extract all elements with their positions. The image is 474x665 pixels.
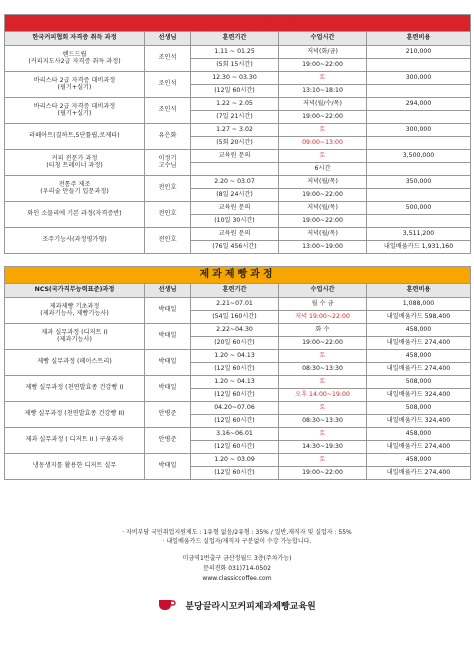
class-hours: 08:30~13:30 <box>279 363 367 376</box>
class-days: 저녁(월/목) <box>279 176 367 189</box>
teacher-name <box>145 72 191 98</box>
teacher-name <box>145 402 191 428</box>
teacher-name <box>145 124 191 150</box>
note-card: · 내일배움카드 실업자/재직자 구분없이 수강 가능합니다. <box>162 538 312 545</box>
class-hours: 오후 14:00~19:00 <box>279 389 367 402</box>
header-cost: 훈련비용 <box>367 32 471 46</box>
class-hours: 19:00~22:00 <box>279 215 367 228</box>
note-address: 미금역1번출구 금산정월드 3층(주차가능) <box>182 555 292 562</box>
cost-card <box>367 189 471 202</box>
course-title: 전통주 제조 <box>58 181 91 188</box>
teacher-2: 고수님 <box>158 161 177 169</box>
cost-amount: 458,000 <box>367 350 471 363</box>
course-name <box>5 98 145 124</box>
teacher: 유은화 <box>158 132 177 140</box>
teacher-name <box>145 228 191 254</box>
class-hours: 19:00~22:00 <box>279 467 367 480</box>
period-hours: (10일 30시간) <box>191 215 279 228</box>
teacher: 전인호 <box>158 236 177 244</box>
course-subtitle: (필기+실기) <box>57 83 92 91</box>
class-days: 토 <box>279 428 367 441</box>
cost-card: 내일배움카드 1,931,160 <box>367 241 471 254</box>
cost-amount: 210,000 <box>367 46 471 59</box>
course-title: 제과 실무과정 ( 디저트 II ) 구움과자 <box>25 436 124 444</box>
period-hours: (7일 21시간) <box>191 111 279 124</box>
course-title: 조주기능사(과정평가형) <box>42 236 107 244</box>
cost-amount: 350,000 <box>367 176 471 189</box>
teacher: 박태일 <box>158 306 177 314</box>
period-dates: 교육원 문의 <box>191 202 279 215</box>
course-title: 바리스타 2급 자격증 대비과정 <box>33 103 116 110</box>
header-course: NCS(국가직무능력표준)과정 <box>5 284 145 298</box>
period-hours: (5회 15시간) <box>191 59 279 72</box>
bakery-table <box>4 266 471 480</box>
course-title: 냉동생지를 활용한 디저트 실무 <box>32 462 117 470</box>
bakery-header-row <box>5 284 471 298</box>
course-title: 제빵 실무과정 (페이스트리) <box>37 358 112 366</box>
cost-card <box>367 215 471 228</box>
class-days: 토 <box>279 72 367 85</box>
period-dates: 교육원 문의 <box>191 150 279 163</box>
course-row <box>5 454 471 467</box>
period-dates: 1.20 ~ 04.13 <box>191 350 279 363</box>
teacher: 박태일 <box>158 332 177 340</box>
cost-card <box>367 85 471 98</box>
teacher-name <box>145 376 191 402</box>
class-hours: 저녁 19:00~22:00 <box>279 311 367 324</box>
course-row <box>5 376 471 389</box>
period-hours: (54일 160시간) <box>191 311 279 324</box>
course-row <box>5 428 471 441</box>
period-hours: (20일 60시간) <box>191 337 279 350</box>
teacher: 안병준 <box>158 410 177 418</box>
class-hours: 09:00~13:00 <box>279 137 367 150</box>
cost-amount: 458,000 <box>367 428 471 441</box>
course-row <box>5 350 471 363</box>
teacher: 이정기 <box>158 155 177 162</box>
course-row <box>5 202 471 215</box>
teacher-name <box>145 298 191 324</box>
class-hours: 19:00~22:00 <box>279 59 367 72</box>
cost-card: 내일배움카드 324,400 <box>367 415 471 428</box>
teacher-name <box>145 350 191 376</box>
class-days: 토 <box>279 350 367 363</box>
cost-card: 내일배움카드 274,400 <box>367 337 471 350</box>
period-dates: 1.20 ~ 04.13 <box>191 376 279 389</box>
class-days: 토 <box>279 150 367 163</box>
course-row <box>5 176 471 189</box>
course-subtitle: (티칭 트레이너 과정) <box>46 161 103 169</box>
period-hours: (76일 456시간) <box>191 241 279 254</box>
teacher-name <box>145 98 191 124</box>
header-cost: 훈련비용 <box>367 284 471 298</box>
cost-card <box>367 163 471 176</box>
course-title: 핸드드립 <box>62 51 87 58</box>
cost-amount: 1,088,000 <box>367 298 471 311</box>
class-hours: 19:00~22:00 <box>279 189 367 202</box>
cost-card: 내일배움카드 324,400 <box>367 389 471 402</box>
class-days: 토 <box>279 124 367 137</box>
teacher: 조인석 <box>158 54 177 62</box>
course-row <box>5 46 471 59</box>
course-name <box>5 454 145 480</box>
coffee-cup-icon <box>158 596 176 615</box>
period-hours: (12일 60시간) <box>191 441 279 454</box>
course-title: 바리스타 2급 자격증 대비과정 <box>33 77 116 84</box>
period-dates: 3.16~06.01 <box>191 428 279 441</box>
class-days: 화 수 <box>279 324 367 337</box>
course-subtitle: (커피지도사2급 자격증 취득 과정) <box>28 57 121 65</box>
course-row <box>5 124 471 137</box>
period-dates: 교육원 문의 <box>191 228 279 241</box>
cost-card: 내일배움카드 274,400 <box>367 467 471 480</box>
period-dates: 1.20 ~ 03.09 <box>191 454 279 467</box>
course-subtitle: (필기+실기) <box>57 109 92 117</box>
cost-card <box>367 59 471 72</box>
period-dates: 1.27 ~ 3.02 <box>191 124 279 137</box>
period-hours: (12일 60시간) <box>191 389 279 402</box>
class-hours: 13:10~18:10 <box>279 85 367 98</box>
period-dates: 2.22~04.30 <box>191 324 279 337</box>
school-logo <box>0 595 474 615</box>
class-days: 토 <box>279 402 367 415</box>
cost-card: 내일배움카드 274,400 <box>367 441 471 454</box>
cost-card: 내일배움카드 274,400 <box>367 363 471 376</box>
cost-amount: 458,000 <box>367 454 471 467</box>
course-name <box>5 324 145 350</box>
cost-card: 내일배움카드 598,400 <box>367 311 471 324</box>
cost-amount: 458,000 <box>367 324 471 337</box>
class-hours: 19:00~22:00 <box>279 337 367 350</box>
barista-table <box>4 14 471 254</box>
class-hours: 13:00~19:00 <box>279 241 367 254</box>
header-teacher: 선생님 <box>145 32 191 46</box>
course-subtitle: (우리술 만들기 입문과정) <box>40 187 109 195</box>
class-days: 토 <box>279 376 367 389</box>
course-name <box>5 176 145 202</box>
course-subtitle: (제과기능사) <box>57 335 92 343</box>
class-hours: 19:00~22:00 <box>279 111 367 124</box>
course-name <box>5 124 145 150</box>
cost-card <box>367 137 471 150</box>
course-row <box>5 150 471 163</box>
teacher-name <box>145 46 191 72</box>
teacher: 안병준 <box>158 436 177 444</box>
cost-amount: 300,000 <box>367 124 471 137</box>
course-name <box>5 150 145 176</box>
course-row <box>5 72 471 85</box>
barista-title: 바리스타 & 주류과정 <box>5 15 471 32</box>
period-dates: 2.20 ~ 03.07 <box>191 176 279 189</box>
course-row <box>5 228 471 241</box>
note-phone: 문의전화 031)714-0502 <box>203 565 271 572</box>
bakery-title: 제과제빵과정 <box>5 267 471 284</box>
teacher-name <box>145 150 191 176</box>
course-name <box>5 228 145 254</box>
header-period: 훈련기간 <box>191 32 279 46</box>
course-name <box>5 202 145 228</box>
course-subtitle: (제과기능사, 제빵기능사) <box>40 309 109 317</box>
course-title: 커피 전문가 과정 <box>51 155 98 162</box>
teacher-name <box>145 428 191 454</box>
teacher-name <box>145 202 191 228</box>
course-row <box>5 98 471 111</box>
period-hours <box>191 163 279 176</box>
class-hours: 08:30~13:30 <box>279 415 367 428</box>
course-name <box>5 46 145 72</box>
course-row <box>5 298 471 311</box>
teacher: 전인호 <box>158 184 177 192</box>
period-dates: 1.22 ~ 2.05 <box>191 98 279 111</box>
teacher: 박태일 <box>158 462 177 470</box>
note-funding: · 자비부담 국민취업지원제도 : 1유형 없음/2유형 : 35% / 일반,재직자 및 실업자 : 55% <box>122 529 352 536</box>
teacher-name <box>145 324 191 350</box>
teacher-name <box>145 176 191 202</box>
class-hours: 6시간 <box>279 163 367 176</box>
course-name <box>5 298 145 324</box>
header-time: 수업시간 <box>279 32 367 46</box>
period-dates: 2.21~07.01 <box>191 298 279 311</box>
course-name <box>5 428 145 454</box>
class-hours: 14:30~19:30 <box>279 441 367 454</box>
teacher: 조인석 <box>158 106 177 114</box>
header-teacher: 선생님 <box>145 284 191 298</box>
cost-amount: 508,000 <box>367 402 471 415</box>
teacher: 박태일 <box>158 384 177 392</box>
cost-amount: 3,500,000 <box>367 150 471 163</box>
header-time: 수업시간 <box>279 284 367 298</box>
header-period: 훈련기간 <box>191 284 279 298</box>
course-row <box>5 324 471 337</box>
period-hours: (5회 20시간) <box>191 137 279 150</box>
school-name: 분당끌라시꼬커피제과제빵교육원 <box>185 602 316 612</box>
class-days: 저녁(월/목) <box>279 228 367 241</box>
cost-card <box>367 111 471 124</box>
class-days: 월 수 금 <box>279 298 367 311</box>
period-dates: 1.11 ~ 01.25 <box>191 46 279 59</box>
period-dates: 12.30 ~ 03.30 <box>191 72 279 85</box>
course-title: 제과 실무과정 (디저트 I) <box>41 329 108 336</box>
period-hours: (12일 60시간) <box>191 85 279 98</box>
course-title: 제빵 실무과정 (천연발효종 건강빵 II) <box>24 410 125 418</box>
course-title: 제과제빵 기초과정 <box>49 303 100 310</box>
cost-amount: 294,000 <box>367 98 471 111</box>
course-name <box>5 376 145 402</box>
period-hours: (8일 24시간) <box>191 189 279 202</box>
teacher: 조인석 <box>158 80 177 88</box>
course-name <box>5 350 145 376</box>
barista-header-row <box>5 32 471 46</box>
class-days: 저녁(월/목) <box>279 202 367 215</box>
course-title: 라떼아트(결하트,5단튤립,로제타) <box>29 132 120 140</box>
period-hours: (12일 60시간) <box>191 363 279 376</box>
course-row <box>5 402 471 415</box>
teacher-name <box>145 454 191 480</box>
period-hours: (12일 60시간) <box>191 415 279 428</box>
period-hours: (12일 60시간) <box>191 467 279 480</box>
header-course: 한국커피협회 자격증 취득 과정 <box>5 32 145 46</box>
course-title: 와인 소믈리에 기본 과정(자격증반) <box>27 210 122 218</box>
period-dates: 04.20~07.06 <box>191 402 279 415</box>
course-title: 제빵 실무과정 (천연발효종 건강빵 I) <box>25 384 124 392</box>
class-days: 저녁(월/수/목) <box>279 98 367 111</box>
cost-amount: 3,511,200 <box>367 228 471 241</box>
course-name <box>5 402 145 428</box>
class-days: 토 <box>279 454 367 467</box>
course-name <box>5 72 145 98</box>
cost-amount: 300,000 <box>367 72 471 85</box>
note-website[interactable]: www.classiccoffee.com <box>202 575 272 582</box>
cost-amount: 508,000 <box>367 376 471 389</box>
cost-amount: 500,000 <box>367 202 471 215</box>
teacher: 전인호 <box>158 210 177 218</box>
class-days: 저녁(화/금) <box>279 46 367 59</box>
teacher: 박태일 <box>158 358 177 366</box>
